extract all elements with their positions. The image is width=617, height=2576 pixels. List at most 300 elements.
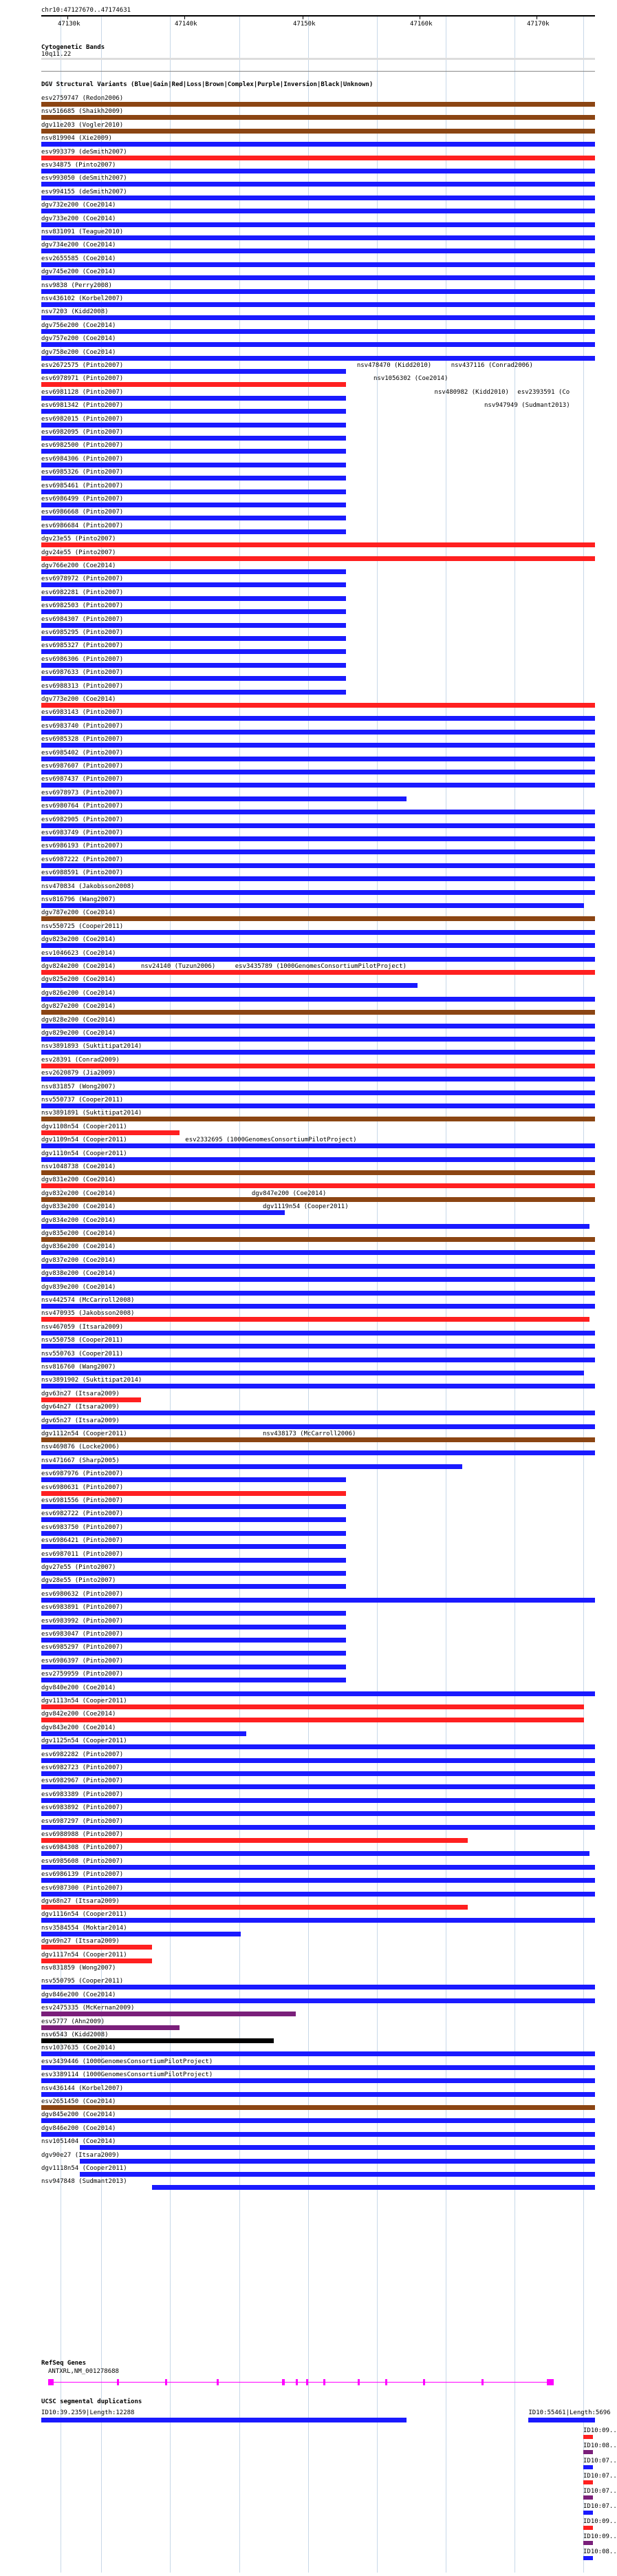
- variant-label[interactable]: esv2475335 (McKernan2009): [41, 2005, 135, 2012]
- variant-label[interactable]: nsv1048738 (Coe2014): [41, 1163, 116, 1170]
- variant-label[interactable]: esv6978971 (Pinto2007): [41, 375, 124, 383]
- variant-label[interactable]: esv6983749 (Pinto2007): [41, 830, 124, 836]
- variant-label[interactable]: esv6983740 (Pinto2007): [41, 722, 124, 730]
- variant-bar[interactable]: [41, 2092, 595, 2097]
- variant-label[interactable]: dgv1118n54 (Cooper2011): [41, 2165, 127, 2172]
- segdup-label[interactable]: ID10:09..: [583, 2427, 617, 2434]
- segdup-bar[interactable]: [583, 2495, 593, 2500]
- variant-label[interactable]: nsv469876 (Locke2006): [41, 1444, 120, 1451]
- variant-label[interactable]: esv2672575 (Pinto2007): [41, 362, 124, 369]
- variant-bar[interactable]: [41, 1064, 595, 1068]
- variant-bar[interactable]: [41, 315, 595, 320]
- segdup-bar[interactable]: [583, 2450, 593, 2454]
- variant-bar[interactable]: [41, 997, 595, 1002]
- variant-bar[interactable]: [41, 609, 346, 614]
- variant-label[interactable]: dgv842e200 (Coe2014): [41, 1711, 116, 1718]
- variant-label[interactable]: nsv24140 (Tuzun2006): [140, 963, 216, 970]
- variant-label[interactable]: dgv834e200 (Coe2014): [41, 1216, 116, 1224]
- segdup-bar[interactable]: [583, 2435, 593, 2439]
- variant-bar[interactable]: [41, 1571, 346, 1576]
- variant-label[interactable]: esv6987633 (Pinto2007): [41, 669, 124, 677]
- variant-bar[interactable]: [41, 129, 595, 134]
- variant-bar[interactable]: [41, 1477, 346, 1482]
- variant-bar[interactable]: [41, 436, 346, 441]
- segdup-bar[interactable]: [583, 2526, 593, 2530]
- variant-label[interactable]: esv6988591 (Pinto2007): [41, 869, 124, 877]
- variant-bar[interactable]: [41, 1304, 595, 1309]
- variant-bar[interactable]: [41, 2105, 595, 2110]
- variant-bar[interactable]: [41, 1371, 584, 1375]
- variant-label[interactable]: dgv831e200 (Coe2014): [41, 1176, 116, 1184]
- variant-bar[interactable]: [41, 1918, 595, 1923]
- variant-bar[interactable]: [41, 1424, 595, 1429]
- variant-label[interactable]: nsv550795 (Cooper2011): [41, 1978, 124, 1985]
- variant-label[interactable]: esv6983750 (Pinto2007): [41, 1523, 124, 1531]
- variant-bar[interactable]: [41, 1691, 595, 1696]
- variant-bar[interactable]: [41, 970, 595, 975]
- variant-label[interactable]: esv6985402 (Pinto2007): [41, 749, 124, 757]
- variant-bar[interactable]: [80, 2145, 595, 2150]
- variant-bar[interactable]: [41, 1865, 595, 1870]
- variant-label[interactable]: nsv816796 (Wang2007): [41, 896, 116, 903]
- variant-label[interactable]: nsv1056302 (Coe2014): [374, 375, 448, 383]
- segdup-bar[interactable]: [583, 2480, 593, 2484]
- variant-label[interactable]: esv6982905 (Pinto2007): [41, 816, 124, 823]
- variant-bar[interactable]: [41, 1665, 346, 1669]
- variant-bar[interactable]: [41, 1491, 346, 1496]
- variant-label[interactable]: esv6985327 (Pinto2007): [41, 642, 124, 650]
- variant-label[interactable]: nsv947848 (Sudmant2013): [41, 2178, 127, 2186]
- variant-label[interactable]: esv6983389 (Pinto2007): [41, 1791, 124, 1798]
- variant-label[interactable]: dgv846e200 (Coe2014): [41, 2124, 116, 2132]
- variant-label[interactable]: esv6987607 (Pinto2007): [41, 763, 124, 770]
- variant-label[interactable]: esv6982281 (Pinto2007): [41, 589, 124, 596]
- variant-bar[interactable]: [41, 1104, 595, 1108]
- variant-label[interactable]: esv6985461 (Pinto2007): [41, 482, 124, 489]
- segdup-bar[interactable]: [41, 2418, 407, 2422]
- variant-label[interactable]: esv6986397 (Pinto2007): [41, 1657, 124, 1665]
- variant-label[interactable]: esv3389114 (1000GenomesConsortiumPilotProject): [41, 2071, 213, 2079]
- segdup-bar[interactable]: [528, 2418, 595, 2422]
- variant-label[interactable]: dgv11e203 (Vogler2010): [41, 121, 124, 129]
- variant-bar[interactable]: [41, 489, 346, 494]
- variant-label[interactable]: nsv550725 (Cooper2011): [41, 922, 124, 930]
- variant-label[interactable]: esv994155 (deSmith2007): [41, 188, 127, 196]
- variant-bar[interactable]: [41, 1291, 595, 1296]
- variant-label[interactable]: esv34875 (Pinto2007): [41, 162, 116, 169]
- variant-label[interactable]: nsv436102 (Korbel2007): [41, 295, 124, 302]
- variant-bar[interactable]: [41, 1050, 595, 1055]
- variant-label[interactable]: esv6986421 (Pinto2007): [41, 1537, 124, 1545]
- variant-label[interactable]: esv2655585 (Coe2014): [41, 255, 116, 262]
- variant-bar[interactable]: [41, 275, 595, 280]
- variant-bar[interactable]: [41, 1037, 595, 1042]
- variant-bar[interactable]: [41, 556, 595, 561]
- variant-label[interactable]: esv28391 (Conrad2009): [41, 1056, 120, 1064]
- variant-bar[interactable]: [41, 796, 407, 801]
- variant-label[interactable]: dgv835e200 (Coe2014): [41, 1230, 116, 1237]
- variant-label[interactable]: dgv64n27 (Itsara2009): [41, 1404, 120, 1411]
- variant-label[interactable]: nsv470935 (Jakobsson2008): [41, 1310, 135, 1318]
- variant-bar[interactable]: [41, 1143, 595, 1148]
- variant-label[interactable]: nsv831859 (Wong2007): [41, 1965, 116, 1972]
- variant-bar[interactable]: [41, 663, 346, 668]
- variant-bar[interactable]: [41, 703, 595, 708]
- variant-label[interactable]: nsv831091 (Teague2010): [41, 229, 124, 235]
- variant-bar[interactable]: [41, 196, 595, 200]
- variant-label[interactable]: dgv27e55 (Pinto2007): [41, 1564, 116, 1571]
- variant-bar[interactable]: [41, 890, 595, 895]
- variant-bar[interactable]: [41, 823, 595, 828]
- variant-label[interactable]: nsv7203 (Kidd2008): [41, 308, 109, 316]
- segdup-label[interactable]: ID10:07..: [583, 2458, 617, 2464]
- segdup-label[interactable]: ID10:09..: [583, 2533, 617, 2540]
- variant-label[interactable]: nsv947949 (Sudmant2013): [484, 402, 570, 410]
- variant-label[interactable]: esv6980764 (Pinto2007): [41, 803, 124, 810]
- variant-bar[interactable]: [41, 529, 346, 534]
- variant-bar[interactable]: [41, 222, 595, 227]
- variant-bar[interactable]: [41, 423, 346, 427]
- variant-label[interactable]: dgv823e200 (Coe2014): [41, 936, 116, 944]
- variant-label[interactable]: dgv846e200 (Coe2014): [41, 1991, 116, 1998]
- variant-bar[interactable]: [41, 1517, 346, 1522]
- variant-bar[interactable]: [41, 1651, 346, 1656]
- variant-bar[interactable]: [41, 2012, 296, 2016]
- variant-label[interactable]: nsv1037635 (Coe2014): [41, 2045, 116, 2052]
- variant-label[interactable]: dgv1109n54 (Cooper2011): [41, 1137, 127, 1144]
- variant-label[interactable]: dgv839e200 (Coe2014): [41, 1283, 116, 1291]
- variant-bar[interactable]: [41, 1331, 595, 1335]
- variant-label[interactable]: esv6983047 (Pinto2007): [41, 1631, 124, 1638]
- variant-label[interactable]: dgv758e200 (Coe2014): [41, 348, 116, 356]
- variant-bar[interactable]: [41, 1130, 180, 1135]
- variant-label[interactable]: nsv471667 (Sharp2005): [41, 1457, 120, 1464]
- variant-label[interactable]: dgv826e200 (Coe2014): [41, 989, 116, 997]
- variant-label[interactable]: dgv766e200 (Coe2014): [41, 562, 116, 569]
- variant-bar[interactable]: [41, 1638, 346, 1643]
- variant-label[interactable]: esv6984307 (Pinto2007): [41, 615, 124, 623]
- segdup-label[interactable]: ID10:55461|Length:5696: [528, 2409, 611, 2416]
- variant-label[interactable]: esv6983891 (Pinto2007): [41, 1604, 124, 1612]
- segdup-label[interactable]: ID10:39.2359|Length:12288: [41, 2409, 135, 2416]
- variant-label[interactable]: dgv828e200 (Coe2014): [41, 1016, 116, 1024]
- variant-bar[interactable]: [41, 449, 346, 454]
- variant-bar[interactable]: [41, 1838, 468, 1843]
- variant-label[interactable]: dgv1125n54 (Cooper2011): [41, 1738, 127, 1745]
- variant-label[interactable]: dgv733e200 (Coe2014): [41, 215, 116, 222]
- variant-label[interactable]: esv6987222 (Pinto2007): [41, 856, 124, 863]
- variant-label[interactable]: esv6980631 (Pinto2007): [41, 1484, 124, 1491]
- variant-bar[interactable]: [41, 1704, 584, 1709]
- variant-bar[interactable]: [41, 730, 595, 735]
- variant-bar[interactable]: [41, 463, 346, 467]
- variant-bar[interactable]: [41, 2025, 180, 2030]
- variant-label[interactable]: dgv1108n54 (Cooper2011): [41, 1123, 127, 1130]
- variant-label[interactable]: dgv734e200 (Coe2014): [41, 242, 116, 249]
- variant-bar[interactable]: [41, 1264, 595, 1269]
- variant-bar[interactable]: [41, 1450, 595, 1455]
- variant-bar[interactable]: [41, 983, 418, 988]
- variant-bar[interactable]: [41, 916, 595, 921]
- variant-label[interactable]: esv6983992 (Pinto2007): [41, 1617, 124, 1625]
- variant-label[interactable]: dgv836e200 (Coe2014): [41, 1243, 116, 1251]
- variant-bar[interactable]: [41, 2118, 595, 2123]
- variant-label[interactable]: esv2651450 (Coe2014): [41, 2098, 116, 2105]
- variant-label[interactable]: nsv819904 (Xie2009): [41, 135, 112, 142]
- segdup-label[interactable]: ID10:09..: [583, 2518, 617, 2525]
- variant-label[interactable]: dgv840e200 (Coe2014): [41, 1684, 116, 1691]
- variant-label[interactable]: esv2620879 (Jia2009): [41, 1070, 116, 1077]
- variant-bar[interactable]: [41, 1892, 595, 1897]
- variant-bar[interactable]: [41, 1851, 589, 1856]
- variant-bar[interactable]: [41, 596, 346, 601]
- segdup-label[interactable]: ID10:08..: [583, 2548, 617, 2555]
- variant-label[interactable]: nsv550758 (Cooper2011): [41, 1337, 124, 1344]
- variant-bar[interactable]: [41, 1197, 595, 1202]
- variant-label[interactable]: esv6981342 (Pinto2007): [41, 402, 124, 410]
- variant-bar[interactable]: [41, 396, 346, 401]
- variant-bar[interactable]: [41, 1277, 595, 1282]
- variant-label[interactable]: nsv3584554 (Moktar2014): [41, 1924, 127, 1932]
- variant-bar[interactable]: [41, 1584, 346, 1589]
- variant-label[interactable]: dgv90e27 (Itsara2009): [41, 2151, 120, 2159]
- variant-bar[interactable]: [41, 1358, 595, 1362]
- variant-label[interactable]: dgv63n27 (Itsara2009): [41, 1390, 120, 1397]
- variant-label[interactable]: dgv825e200 (Coe2014): [41, 976, 116, 984]
- variant-label[interactable]: esv6987297 (Pinto2007): [41, 1817, 124, 1825]
- variant-label[interactable]: esv6986668 (Pinto2007): [41, 509, 124, 516]
- segdup-bar[interactable]: [583, 2541, 593, 2545]
- variant-bar[interactable]: [41, 1625, 346, 1629]
- variant-bar[interactable]: [41, 1170, 595, 1175]
- variant-label[interactable]: esv6988988 (Pinto2007): [41, 1831, 124, 1838]
- variant-bar[interactable]: [41, 1344, 595, 1349]
- variant-label[interactable]: nsv550763 (Cooper2011): [41, 1350, 124, 1358]
- variant-label[interactable]: esv6986684 (Pinto2007): [41, 522, 124, 529]
- variant-bar[interactable]: [41, 1504, 346, 1509]
- variant-label[interactable]: esv6986499 (Pinto2007): [41, 496, 124, 503]
- variant-label[interactable]: esv6983892 (Pinto2007): [41, 1804, 124, 1812]
- variant-bar[interactable]: [41, 569, 346, 574]
- variant-bar[interactable]: [41, 1998, 595, 2003]
- variant-label[interactable]: esv6985326 (Pinto2007): [41, 469, 124, 476]
- variant-bar[interactable]: [41, 342, 595, 347]
- variant-bar[interactable]: [41, 1558, 346, 1563]
- variant-bar[interactable]: [41, 1945, 152, 1950]
- variant-label[interactable]: dgv69n27 (Itsara2009): [41, 1938, 120, 1945]
- variant-label[interactable]: dgv745e200 (Coe2014): [41, 268, 116, 276]
- variant-bar[interactable]: [41, 1932, 241, 1936]
- segdup-bar[interactable]: [583, 2465, 593, 2469]
- variant-bar[interactable]: [41, 2132, 595, 2137]
- variant-bar[interactable]: [41, 1411, 595, 1415]
- variant-bar[interactable]: [152, 2185, 595, 2190]
- variant-bar[interactable]: [41, 582, 346, 587]
- variant-bar[interactable]: [41, 262, 595, 267]
- variant-bar[interactable]: [41, 770, 595, 774]
- variant-label[interactable]: esv2759747 (Redon2006): [41, 95, 124, 102]
- variant-label[interactable]: nsv9838 (Perry2008): [41, 282, 112, 289]
- variant-bar[interactable]: [41, 356, 595, 361]
- variant-bar[interactable]: [41, 1157, 595, 1162]
- variant-label[interactable]: esv1046623 (Coe2014): [41, 949, 116, 957]
- variant-bar[interactable]: [41, 1210, 285, 1215]
- variant-bar[interactable]: [41, 1010, 595, 1015]
- variant-bar[interactable]: [41, 329, 595, 334]
- variant-bar[interactable]: [41, 2065, 595, 2070]
- variant-label[interactable]: nsv478470 (Kidd2010): [356, 362, 432, 369]
- variant-bar[interactable]: [41, 1878, 595, 1883]
- variant-label[interactable]: dgv833e200 (Coe2014): [41, 1203, 116, 1211]
- variant-bar[interactable]: [41, 1905, 468, 1910]
- variant-label[interactable]: esv6982095 (Pinto2007): [41, 429, 124, 436]
- variant-bar[interactable]: [41, 302, 595, 307]
- variant-bar[interactable]: [41, 1077, 595, 1081]
- variant-label[interactable]: dgv787e200 (Coe2014): [41, 909, 116, 917]
- variant-label[interactable]: nsv436144 (Korbel2007): [41, 2084, 124, 2092]
- variant-label[interactable]: esv6983143 (Pinto2007): [41, 709, 124, 717]
- variant-bar[interactable]: [41, 542, 595, 547]
- variant-label[interactable]: esv6981128 (Pinto2007): [41, 388, 124, 396]
- variant-label[interactable]: esv6982723 (Pinto2007): [41, 1764, 124, 1771]
- variant-label[interactable]: dgv1117n54 (Cooper2011): [41, 1951, 127, 1959]
- variant-bar[interactable]: [41, 2038, 274, 2043]
- variant-bar[interactable]: [41, 289, 595, 294]
- variant-bar[interactable]: [41, 1397, 141, 1402]
- variant-label[interactable]: nsv442574 (McCarroll2008): [41, 1297, 135, 1304]
- variant-label[interactable]: nsv550737 (Cooper2011): [41, 1097, 124, 1104]
- variant-label[interactable]: dgv832e200 (Coe2014): [41, 1190, 116, 1197]
- variant-label[interactable]: esv6982282 (Pinto2007): [41, 1751, 124, 1758]
- variant-label[interactable]: dgv732e200 (Coe2014): [41, 202, 116, 209]
- variant-label[interactable]: esv6985608 (Pinto2007): [41, 1857, 124, 1865]
- variant-label[interactable]: dgv65n27 (Itsara2009): [41, 1417, 120, 1424]
- variant-label[interactable]: esv2332695 (1000GenomesConsortiumPilotProject): [185, 1137, 357, 1144]
- variant-label[interactable]: esv6987976 (Pinto2007): [41, 1470, 124, 1478]
- variant-bar[interactable]: [41, 1437, 595, 1442]
- variant-label[interactable]: nsv3891902 (Suktitipat2014): [41, 1377, 142, 1384]
- variant-bar[interactable]: [41, 1771, 595, 1776]
- variant-bar[interactable]: [41, 2051, 595, 2056]
- variant-bar[interactable]: [41, 1250, 595, 1255]
- variant-label[interactable]: dgv827e200 (Coe2014): [41, 1003, 116, 1011]
- variant-label[interactable]: nsv470834 (Jakobsson2008): [41, 883, 135, 890]
- variant-label[interactable]: dgv24e55 (Pinto2007): [41, 549, 116, 556]
- variant-bar[interactable]: [41, 1224, 589, 1229]
- variant-bar[interactable]: [41, 1531, 346, 1536]
- variant-bar[interactable]: [41, 943, 595, 948]
- variant-bar[interactable]: [41, 836, 595, 841]
- variant-label[interactable]: nsv467059 (Itsara2009): [41, 1323, 124, 1331]
- variant-label[interactable]: nsv438173 (McCarroll2006): [263, 1430, 356, 1437]
- variant-label[interactable]: dgv23e55 (Pinto2007): [41, 536, 116, 543]
- variant-bar[interactable]: [41, 503, 346, 507]
- variant-label[interactable]: dgv845e200 (Coe2014): [41, 2111, 116, 2119]
- variant-label[interactable]: nsv3891893 (Suktitipat2014): [41, 1043, 142, 1051]
- variant-label[interactable]: esv5777 (Ahn2009): [41, 2018, 105, 2025]
- variant-bar[interactable]: [41, 169, 595, 173]
- variant-label[interactable]: dgv773e200 (Coe2014): [41, 696, 116, 703]
- variant-label[interactable]: dgv756e200 (Coe2014): [41, 321, 116, 329]
- variant-label[interactable]: dgv1110n54 (Cooper2011): [41, 1150, 127, 1157]
- variant-bar[interactable]: [41, 1183, 595, 1188]
- variant-bar[interactable]: [41, 649, 346, 654]
- segdup-label[interactable]: ID10:08..: [583, 2442, 617, 2449]
- segdup-bar[interactable]: [583, 2511, 593, 2515]
- variant-bar[interactable]: [41, 623, 346, 628]
- variant-label[interactable]: esv6985297 (Pinto2007): [41, 1644, 124, 1651]
- variant-bar[interactable]: [41, 636, 346, 641]
- variant-bar[interactable]: [41, 249, 595, 253]
- variant-bar[interactable]: [41, 1825, 595, 1830]
- variant-bar[interactable]: [41, 690, 346, 695]
- variant-label[interactable]: esv993379 (deSmith2007): [41, 148, 127, 156]
- variant-bar[interactable]: [41, 783, 595, 788]
- variant-label[interactable]: dgv1112n54 (Cooper2011): [41, 1430, 127, 1437]
- segdup-label[interactable]: ID10:07..: [583, 2503, 617, 2510]
- variant-label[interactable]: esv6987437 (Pinto2007): [41, 776, 124, 783]
- variant-label[interactable]: esv6987300 (Pinto2007): [41, 1884, 124, 1892]
- variant-bar[interactable]: [41, 1784, 595, 1789]
- variant-label[interactable]: esv6978972 (Pinto2007): [41, 576, 124, 583]
- segdup-label[interactable]: ID10:07..: [583, 2488, 617, 2495]
- variant-label[interactable]: esv3435789 (1000GenomesConsortiumPilotProject): [235, 963, 407, 970]
- variant-bar[interactable]: [41, 1237, 595, 1242]
- variant-label[interactable]: esv6985295 (Pinto2007): [41, 629, 124, 636]
- variant-bar[interactable]: [41, 2078, 595, 2083]
- variant-bar[interactable]: [41, 1117, 595, 1121]
- variant-label[interactable]: esv993050 (deSmith2007): [41, 175, 127, 182]
- variant-label[interactable]: dgv847e200 (Coe2014): [251, 1190, 327, 1197]
- variant-bar[interactable]: [41, 156, 595, 160]
- variant-label[interactable]: nsv6543 (Kidd2008): [41, 2031, 109, 2038]
- variant-bar[interactable]: [41, 1798, 595, 1803]
- variant-bar[interactable]: [41, 1718, 584, 1722]
- variant-bar[interactable]: [41, 1744, 595, 1749]
- segdup-bar[interactable]: [583, 2556, 593, 2560]
- variant-bar[interactable]: [41, 1384, 595, 1389]
- variant-label[interactable]: nsv516685 (Shaikh2009): [41, 108, 124, 116]
- variant-label[interactable]: dgv829e200 (Coe2014): [41, 1030, 116, 1037]
- variant-bar[interactable]: [41, 757, 595, 761]
- variant-bar[interactable]: [41, 810, 595, 814]
- variant-label[interactable]: dgv837e200 (Coe2014): [41, 1256, 116, 1264]
- variant-label[interactable]: dgv1119n54 (Cooper2011): [263, 1203, 349, 1211]
- variant-label[interactable]: dgv1116n54 (Cooper2011): [41, 1911, 127, 1919]
- variant-bar[interactable]: [41, 115, 595, 120]
- variant-label[interactable]: dgv824e200 (Coe2014): [41, 963, 116, 970]
- variant-label[interactable]: esv6982015 (Pinto2007): [41, 415, 124, 423]
- variant-bar[interactable]: [41, 863, 595, 868]
- variant-bar[interactable]: [41, 676, 346, 681]
- variant-bar[interactable]: [41, 409, 346, 414]
- variant-label[interactable]: dgv28e55 (Pinto2007): [41, 1577, 116, 1585]
- variant-label[interactable]: esv2393591 (Co: [517, 388, 570, 396]
- variant-bar[interactable]: [41, 182, 595, 187]
- variant-bar[interactable]: [41, 382, 346, 387]
- variant-label[interactable]: dgv757e200 (Coe2014): [41, 335, 116, 343]
- variant-label[interactable]: esv6978973 (Pinto2007): [41, 789, 124, 796]
- variant-label[interactable]: esv6982503 (Pinto2007): [41, 602, 124, 610]
- variant-bar[interactable]: [41, 957, 595, 962]
- variant-bar[interactable]: [41, 1985, 595, 1989]
- variant-label[interactable]: esv6988313 (Pinto2007): [41, 682, 124, 690]
- variant-label[interactable]: dgv1113n54 (Cooper2011): [41, 1698, 127, 1704]
- variant-label[interactable]: nsv437116 (Conrad2006): [451, 362, 533, 369]
- variant-bar[interactable]: [41, 1678, 346, 1682]
- variant-label[interactable]: dgv843e200 (Coe2014): [41, 1724, 116, 1731]
- variant-bar[interactable]: [41, 1959, 152, 1963]
